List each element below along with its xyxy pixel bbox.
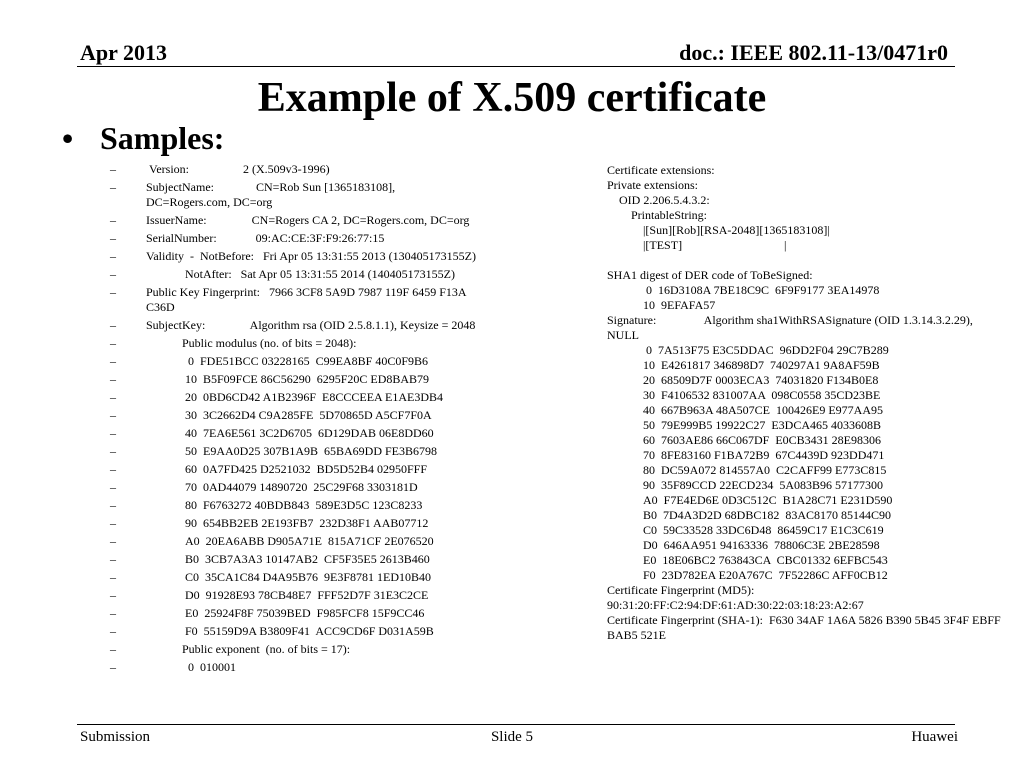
- text-line: 20 68509D7F 0003ECA3 74031820 F134B0E8: [607, 373, 879, 387]
- list-item: [110, 336, 480, 351]
- text-line: Private extensions:: [607, 178, 698, 192]
- list-item-text: 0 FDE51BCC 03228165 C99EA8BF 40C0F9B6: [146, 354, 429, 368]
- text-line: C0 59C33528 33DC6D48 86459C17 E1C3C619: [607, 523, 884, 537]
- list-item-text: D0 91928E93 78CB48E7 FFF52D7F 31E3C2CE: [146, 588, 429, 602]
- list-item: [110, 462, 480, 477]
- text-line: 30 F4106532 831007AA 098C0558 35CD23BE: [607, 388, 881, 402]
- text-line: |[Sun][Rob][RSA-2048][1365183108]|: [607, 223, 830, 237]
- certificate-extensions-block: [607, 163, 1007, 643]
- list-item: [110, 588, 480, 603]
- list-item-text: 50 E9AA0D25 307B1A9B 65BA69DD FE3B6798: [146, 444, 438, 458]
- list-item-text: 30 3C2662D4 C9A285FE 5D70865D A5CF7F0A: [146, 408, 432, 422]
- dash-marker: –: [110, 462, 116, 476]
- header-doc-id: doc.: IEEE 802.11-13/0471r0: [679, 40, 948, 65]
- footer-company: Huawei: [911, 729, 958, 745]
- text-line: |[TEST] |: [607, 238, 787, 252]
- text-line: D0 646AA951 94163336 78806C3E 2BE28598: [607, 538, 880, 552]
- list-item-text: A0 20EA6ABB D905A71E 815A71CF 2E076520: [146, 534, 434, 548]
- list-item: [110, 249, 480, 264]
- dash-marker: –: [110, 267, 116, 281]
- list-item: [110, 372, 480, 387]
- text-line: 0 7A513F75 E3C5DDAC 96DD2F04 29C7B289: [607, 343, 889, 357]
- list-item-text: SubjectKey: Algorithm rsa (OID 2.5.8.1.1), Keysize = 2048: [146, 318, 476, 332]
- list-item: [110, 162, 480, 177]
- text-line: 90:31:20:FF:C2:94:DF:61:AD:30:22:03:18:23:A2:67: [607, 598, 864, 612]
- text-line: Certificate Fingerprint (SHA-1): F630 34AF 1A6A 5826 B390 5B45 3F4F EBFF BAB5 521E: [607, 613, 1004, 642]
- text-line: PrintableString:: [607, 208, 707, 222]
- text-line: 70 8FE83160 F1BA72B9 67C4439D 923DD471: [607, 448, 885, 462]
- dash-marker: –: [110, 408, 116, 422]
- slide-title: Example of X.509 certificate: [257, 75, 767, 121]
- list-item: [110, 534, 480, 549]
- list-item: [110, 660, 480, 675]
- dash-marker: –: [110, 534, 116, 548]
- bullet-label: Samples:: [100, 120, 225, 156]
- list-item-text: B0 3CB7A3A3 10147AB2 CF5F35E5 2613B460: [146, 552, 430, 566]
- text-line: OID 2.206.5.4.3.2:: [607, 193, 710, 207]
- list-item-text: 0 010001: [146, 660, 236, 674]
- list-item: [110, 390, 480, 405]
- dash-marker: –: [110, 516, 116, 530]
- dash-marker: –: [110, 570, 116, 584]
- text-line: 10 E4261817 346898D7 740297A1 9A8AF59B: [607, 358, 880, 372]
- text-line: Signature: Algorithm sha1WithRSASignature (OID 1.3.14.3.2.29), NULL: [607, 313, 976, 342]
- footer-divider: [77, 724, 955, 725]
- dash-marker: –: [110, 642, 116, 656]
- list-item: [110, 552, 480, 567]
- dash-marker: –: [110, 285, 116, 299]
- dash-marker: –: [110, 444, 116, 458]
- list-item: [110, 318, 480, 333]
- list-item-text: C0 35CA1C84 D4A95B76 9E3F8781 1ED10B40: [146, 570, 432, 584]
- list-item: [110, 285, 480, 315]
- list-item-text: E0 25924F8F 75039BED F985FCF8 15F9CC46: [146, 606, 425, 620]
- dash-marker: –: [110, 180, 116, 194]
- footer-slide-number: Slide 5: [490, 729, 534, 745]
- dash-marker: –: [110, 390, 116, 404]
- list-item-text: IssuerName: CN=Rogers CA 2, DC=Rogers.com, DC=org: [146, 213, 470, 227]
- list-item-text: Public Key Fingerprint: 7966 3CF8 5A9D 7987 119F 6459 F13A C36D: [146, 285, 469, 314]
- text-line: 0 16D3108A 7BE18C9C 6F9F9177 3EA14978: [607, 283, 880, 297]
- list-item: [110, 624, 480, 639]
- list-item-text: Public exponent (no. of bits = 17):: [146, 642, 351, 656]
- list-item: [110, 606, 480, 621]
- list-item: [110, 231, 480, 246]
- list-item: [110, 213, 480, 228]
- list-item: [110, 408, 480, 423]
- certificate-fields-list: [110, 162, 480, 678]
- list-item-text: NotAfter: Sat Apr 05 13:31:55 2014 (140405173155Z): [146, 267, 455, 281]
- list-item-text: 10 B5F09FCE 86C56290 6295F20C ED8BAB79: [146, 372, 430, 386]
- list-item: [110, 642, 480, 657]
- text-line: 90 35F89CCD 22ECD234 5A083B96 57177300: [607, 478, 884, 492]
- list-item: [110, 444, 480, 459]
- list-item: [110, 267, 480, 282]
- list-item-text: 70 0AD44079 14890720 25C29F68 3303181D: [146, 480, 418, 494]
- text-line: Certificate Fingerprint (MD5):: [607, 583, 755, 597]
- text-line: [607, 253, 1007, 268]
- list-item-text: SubjectName: CN=Rob Sun [1365183108], DC=Rogers.com, DC=org: [146, 180, 399, 209]
- list-item-text: 20 0BD6CD42 A1B2396F E8CCCEEA E1AE3DB4: [146, 390, 444, 404]
- list-item-text: Public modulus (no. of bits = 2048):: [146, 336, 357, 350]
- text-line: 80 DC59A072 814557A0 C2CAFF99 E773C815: [607, 463, 887, 477]
- list-item-text: SerialNumber: 09:AC:CE:3F:F9:26:77:15: [146, 231, 385, 245]
- dash-marker: –: [110, 372, 116, 386]
- dash-marker: –: [110, 480, 116, 494]
- bullet-marker: •: [62, 120, 74, 156]
- dash-marker: –: [110, 660, 116, 674]
- footer-submission: Submission: [80, 729, 151, 745]
- list-item: [110, 180, 480, 210]
- dash-marker: –: [110, 213, 116, 227]
- list-item-text: F0 55159D9A B3809F41 ACC9CD6F D031A59B: [146, 624, 434, 638]
- list-item-text: Validity - NotBefore: Fri Apr 05 13:31:55 2013 (130405173155Z): [146, 249, 476, 263]
- dash-marker: –: [110, 552, 116, 566]
- list-item: [110, 516, 480, 531]
- dash-marker: –: [110, 318, 116, 332]
- list-item: [110, 480, 480, 495]
- list-item-text: 80 F6763272 40BDB843 589E3D5C 123C8233: [146, 498, 423, 512]
- list-item-text: Version: 2 (X.509v3-1996): [146, 162, 330, 176]
- dash-marker: –: [110, 231, 116, 245]
- text-line: 10 9EFAFA57: [607, 298, 716, 312]
- list-item: [110, 354, 480, 369]
- dash-marker: –: [110, 588, 116, 602]
- dash-marker: –: [110, 354, 116, 368]
- dash-marker: –: [110, 249, 116, 263]
- text-line: E0 18E06BC2 763843CA CBC01332 6EFBC543: [607, 553, 888, 567]
- dash-marker: –: [110, 498, 116, 512]
- list-item: [110, 426, 480, 441]
- header-date: Apr 2013: [80, 40, 167, 65]
- list-item-text: 40 7EA6E561 3C2D6705 6D129DAB 06E8DD60: [146, 426, 434, 440]
- bullet-samples: [62, 120, 224, 157]
- text-line: 50 79E999B5 19922C27 E3DCA465 4033608B: [607, 418, 882, 432]
- text-line: SHA1 digest of DER code of ToBeSigned:: [607, 268, 813, 282]
- text-line: B0 7D4A3D2D 68DBC182 83AC8170 85144C90: [607, 508, 892, 522]
- dash-marker: –: [110, 336, 116, 350]
- dash-marker: –: [110, 162, 116, 176]
- text-line: A0 F7E4ED6E 0D3C512C B1A28C71 E231D590: [607, 493, 893, 507]
- text-line: 60 7603AE86 66C067DF E0CB3431 28E98306: [607, 433, 882, 447]
- dash-marker: –: [110, 606, 116, 620]
- header-divider: [77, 66, 955, 67]
- dash-marker: –: [110, 624, 116, 638]
- text-line: Certificate extensions:: [607, 163, 715, 177]
- text-line: 40 667B963A 48A507CE 100426E9 E977AA95: [607, 403, 883, 417]
- list-item: [110, 498, 480, 513]
- list-item-text: 90 654BB2EB 2E193FB7 232D38F1 AAB07712: [146, 516, 429, 530]
- list-item-text: 60 0A7FD425 D2521032 BD5D52B4 02950FFF: [146, 462, 428, 476]
- dash-marker: –: [110, 426, 116, 440]
- list-item: [110, 570, 480, 585]
- text-line: F0 23D782EA E20A767C 7F52286C AFF0CB12: [607, 568, 888, 582]
